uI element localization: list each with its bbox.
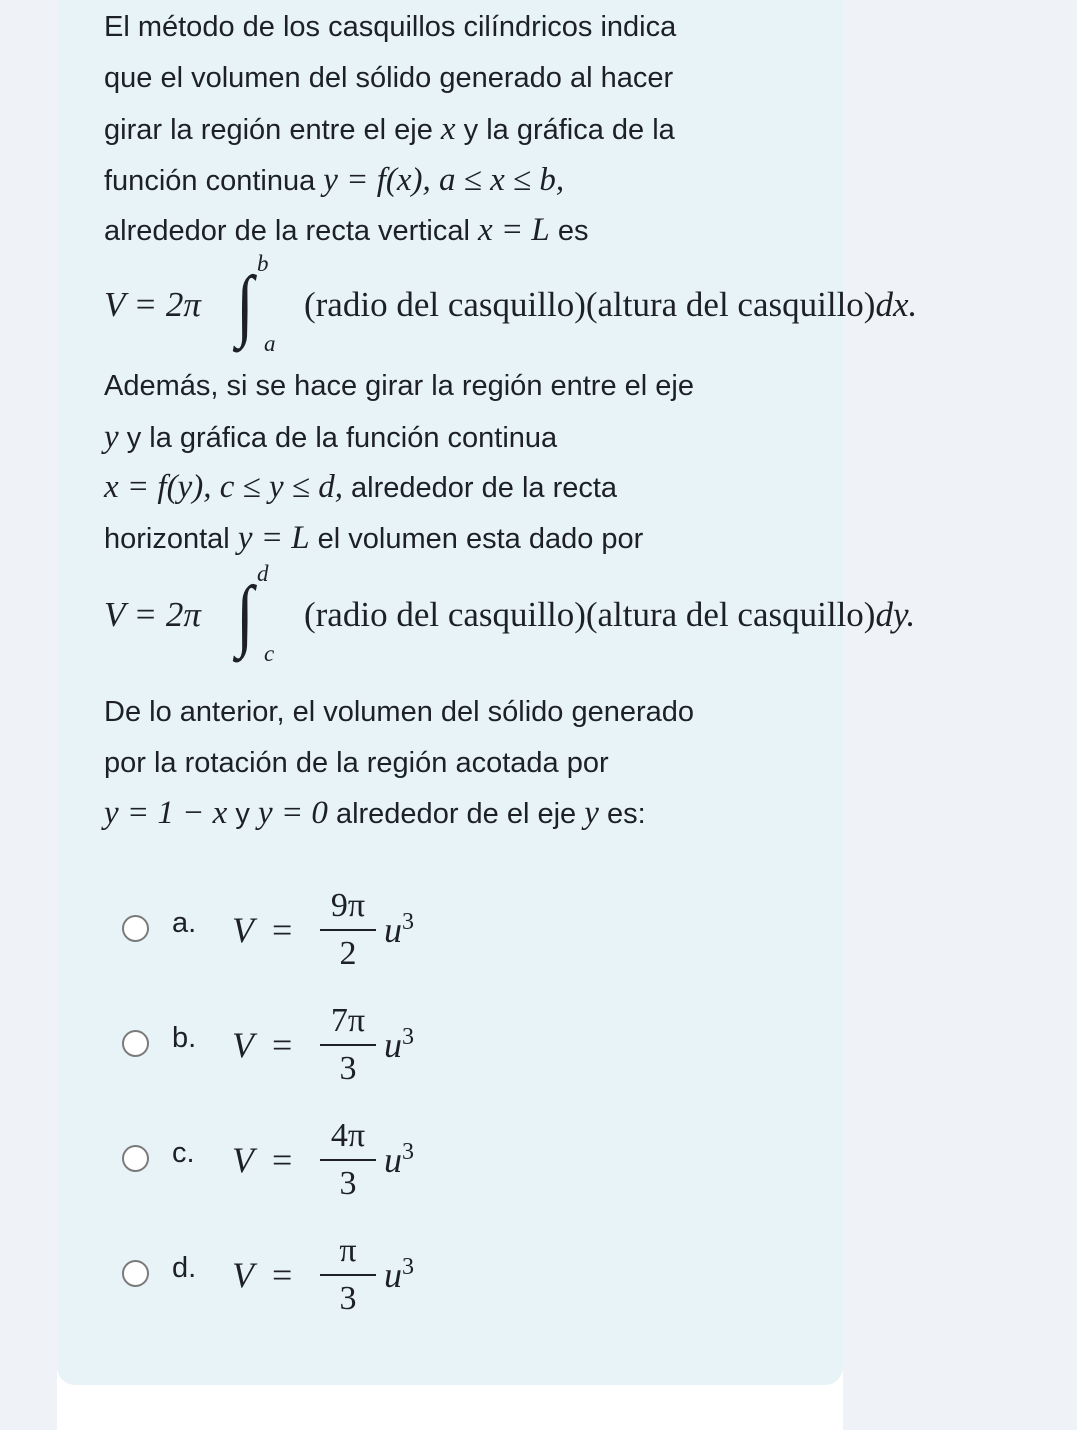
denominator: 3 [339, 1165, 357, 1202]
math-inline: y = 0 [257, 795, 328, 831]
denominator: 3 [339, 1050, 357, 1087]
denominator: 3 [339, 1280, 357, 1317]
equals-sign: = [272, 1255, 293, 1295]
text-segment: y [227, 798, 258, 830]
unit-base: u [384, 910, 402, 950]
text-segment: por la rotación de la región acotada por [104, 747, 609, 779]
option-label: a. [172, 907, 197, 939]
differential: dx. [875, 285, 918, 324]
text-line [104, 516, 643, 560]
denominator: 2 [339, 935, 357, 972]
radio-button[interactable] [122, 1260, 149, 1287]
answer-option-d[interactable] [122, 1232, 622, 1340]
radio-button[interactable] [122, 1030, 149, 1057]
radio-button[interactable] [122, 915, 149, 942]
math-inline: x [440, 111, 456, 147]
option-label: d. [172, 1252, 197, 1284]
numerator: 4π [320, 1113, 376, 1161]
option-label: c. [172, 1137, 195, 1169]
text-segment: horizontal [104, 523, 238, 555]
unit [384, 1139, 414, 1181]
option-label: b. [172, 1022, 197, 1054]
text-segment: y la gráfica de la función continua [118, 422, 558, 454]
text-segment: girar la región entre el eje [104, 114, 441, 146]
formula-lhs: V = 2π [104, 595, 201, 634]
numerator: π [320, 1228, 376, 1276]
lower-limit: a [264, 331, 276, 356]
text-segment: El método de los casquillos cilíndricos indica [104, 11, 677, 43]
answer-option-c[interactable] [122, 1117, 622, 1225]
text-line [104, 690, 694, 734]
unit-exponent: 3 [402, 1024, 414, 1050]
fraction [320, 1228, 376, 1322]
radio-button[interactable] [122, 1145, 149, 1172]
option-variable: V [232, 1025, 254, 1065]
text-line [104, 364, 694, 408]
unit-base: u [384, 1025, 402, 1065]
text-segment: y la gráfica de la [455, 114, 675, 146]
numerator: 9π [320, 883, 376, 931]
option-variable: V [232, 910, 254, 950]
formula-lhs: V = 2π [104, 285, 201, 324]
numerator: 7π [320, 998, 376, 1046]
integral-sign: ∫ [236, 261, 254, 349]
text-line [104, 791, 646, 835]
equals-sign: = [272, 1140, 293, 1180]
text-segment: que el volumen del sólido generado al hacer [104, 62, 674, 94]
answer-option-a[interactable] [122, 887, 622, 995]
integrand: (radio del casquillo)(altura del casquillo) [304, 285, 876, 324]
unit-exponent: 3 [402, 909, 414, 935]
unit [384, 909, 414, 951]
equals-sign: = [272, 910, 293, 950]
math-inline: x = f(y), c ≤ y ≤ d, [104, 469, 343, 505]
unit [384, 1254, 414, 1296]
text-line [104, 56, 673, 100]
unit [384, 1024, 414, 1066]
math-inline: y = f(x), a ≤ x ≤ b, [323, 162, 565, 198]
unit-base: u [384, 1255, 402, 1295]
option-variable: V [232, 1255, 254, 1295]
equals-sign: = [272, 1025, 293, 1065]
math-inline: y [584, 795, 599, 831]
lower-limit: c [264, 641, 275, 666]
text-line [104, 741, 609, 785]
text-segment: es: [598, 798, 646, 830]
text-segment: alrededor de la recta [342, 472, 618, 504]
math-inline: x = L [477, 212, 550, 248]
text-line [104, 465, 617, 509]
math-inline: y [104, 419, 119, 455]
option-variable: V [232, 1140, 254, 1180]
unit-exponent: 3 [402, 1139, 414, 1165]
answer-option-b[interactable] [122, 1002, 622, 1110]
unit-base: u [384, 1140, 402, 1180]
text-segment: es [549, 215, 589, 247]
text-segment: Además, si se hace girar la región entre el eje [104, 370, 694, 402]
differential: dy. [875, 595, 916, 634]
text-line [104, 107, 675, 151]
text-segment: alrededor de el eje [327, 798, 585, 830]
fraction [320, 1113, 376, 1207]
text-segment: el volumen esta dado por [309, 523, 644, 555]
upper-limit: d [257, 561, 269, 586]
upper-limit: b [257, 251, 269, 276]
fraction [320, 883, 376, 977]
text-line [104, 158, 564, 202]
integral-sign: ∫ [236, 571, 254, 659]
unit-exponent: 3 [402, 1254, 414, 1280]
fraction [320, 998, 376, 1092]
math-inline: y = 1 − x [104, 795, 228, 831]
text-segment: función continua [104, 165, 324, 197]
text-line [104, 5, 676, 49]
integrand: (radio del casquillo)(altura del casquillo) [304, 595, 876, 634]
text-segment: De lo anterior, el volumen del sólido generado [104, 696, 695, 728]
math-inline: y = L [237, 520, 310, 556]
text-line [104, 415, 557, 459]
text-segment: alrededor de la recta vertical [104, 215, 478, 247]
text-line [104, 208, 588, 252]
